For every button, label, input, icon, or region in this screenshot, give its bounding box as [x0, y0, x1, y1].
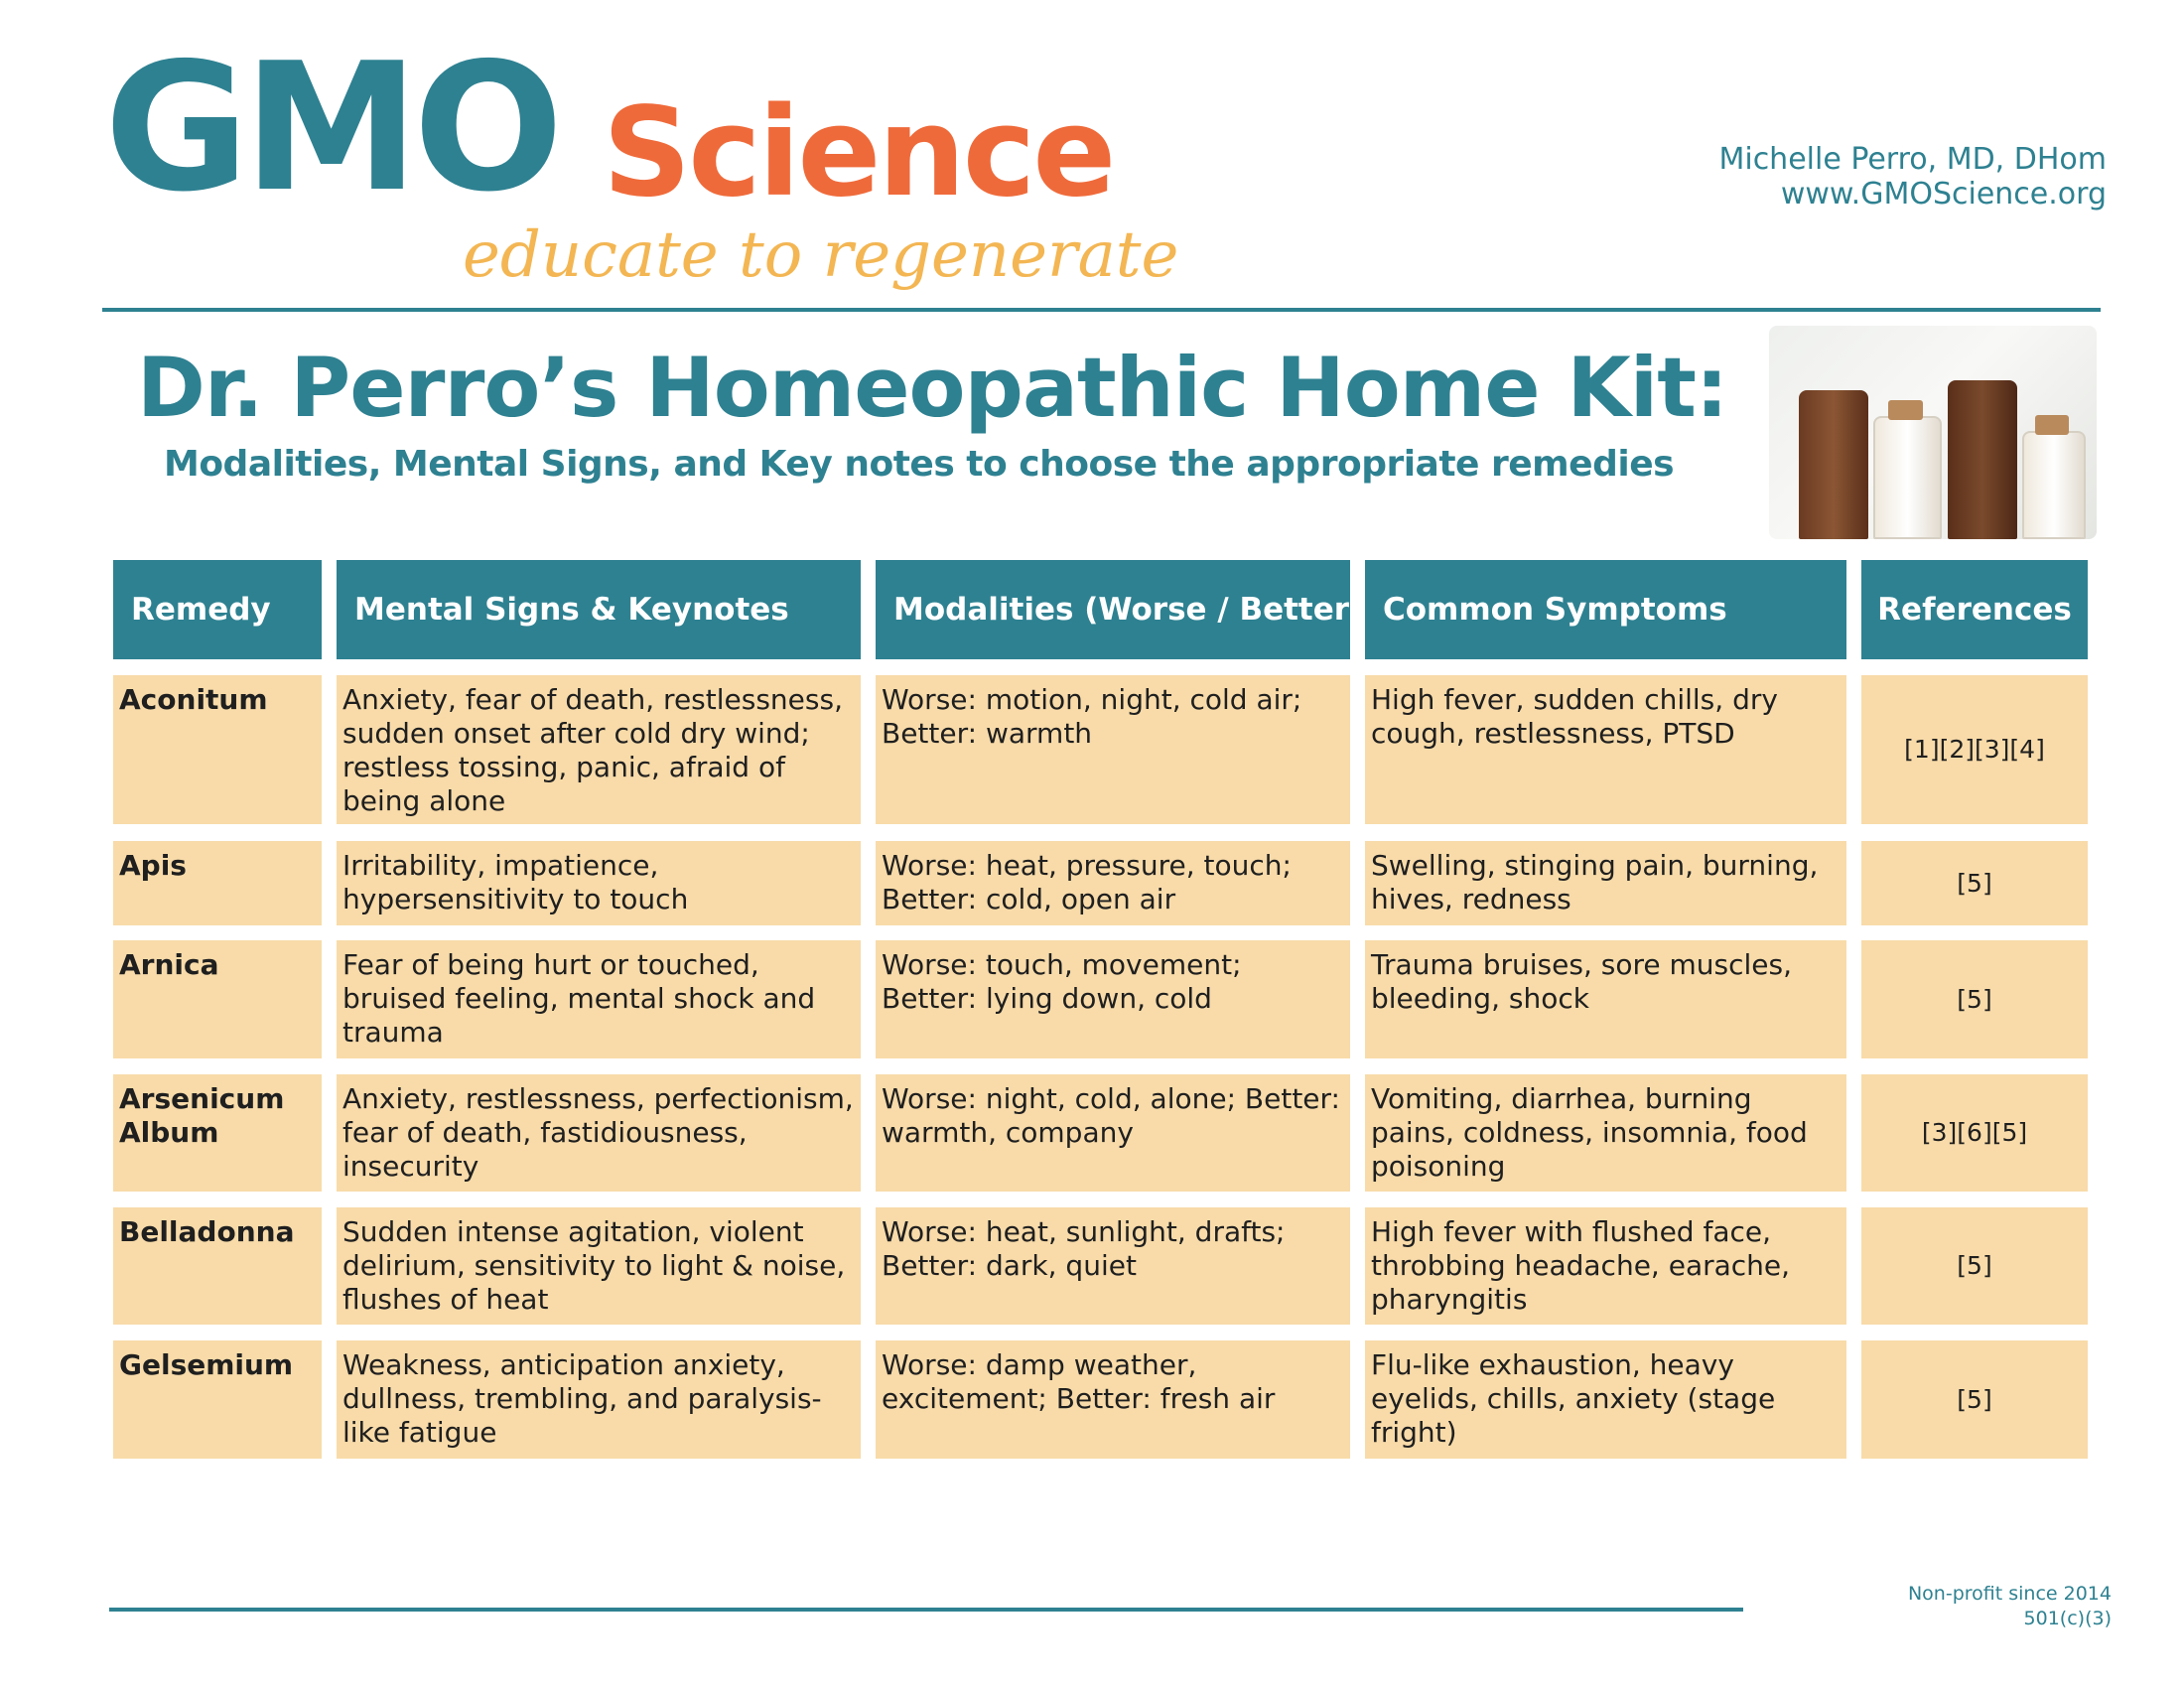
- cell-remedy: Apis: [113, 841, 322, 925]
- header-mental-signs: Mental Signs & Keynotes: [337, 560, 861, 659]
- bottle-image: [1948, 380, 2017, 539]
- remedy-bottles-photo: [1769, 326, 2097, 539]
- tagline: educate to regenerate: [463, 218, 1179, 292]
- cell-remedy: Arsenicum Album: [113, 1074, 322, 1192]
- cell-modalities: Worse: heat, pressure, touch; Better: cold, open air: [876, 841, 1350, 925]
- header-modalities: Modalities (Worse / Better): [876, 560, 1350, 659]
- header-symptoms: Common Symptoms: [1365, 560, 1846, 659]
- cell-references: [5]: [1861, 841, 2088, 925]
- cell-modalities: Worse: damp weather, excitement; Better: fresh air: [876, 1340, 1350, 1459]
- cork-image: [1888, 400, 1923, 420]
- header-divider: [102, 308, 2101, 312]
- cell-modalities: Worse: night, cold, alone; Better: warmth, company: [876, 1074, 1350, 1192]
- cell-symptoms: Vomiting, diarrhea, burning pains, coldness, insomnia, food poisoning: [1365, 1074, 1846, 1192]
- page-subtitle: Modalities, Mental Signs, and Key notes to choose the appropriate remedies: [164, 444, 1675, 485]
- cell-mental-signs: Weakness, anticipation anxiety, dullness, trembling, and paralysis-like fatigue: [337, 1340, 861, 1459]
- bottle-image: [1799, 390, 1868, 539]
- cell-symptoms: High fever with flushed face, throbbing headache, earache, pharyngitis: [1365, 1207, 1846, 1325]
- cell-symptoms: Swelling, stinging pain, burning, hives, redness: [1365, 841, 1846, 925]
- bottle-image: [2022, 431, 2086, 539]
- cell-remedy: Gelsemium: [113, 1340, 322, 1459]
- logo-science-text: Science: [603, 81, 1114, 224]
- cell-references: [1][2][3][4]: [1861, 675, 2088, 824]
- page-title: Dr. Perro’s Homeopathic Home Kit:: [137, 340, 1728, 436]
- cell-remedy: Arnica: [113, 940, 322, 1058]
- logo-gmo-text: GMO: [104, 25, 558, 230]
- cell-remedy: Aconitum: [113, 675, 322, 824]
- nonprofit-note: Non-profit since 2014: [1907, 1583, 2112, 1605]
- cell-mental-signs: Anxiety, fear of death, restlessness, sudden onset after cold dry wind; restless tossing, panic, afraid of being alone: [337, 675, 861, 824]
- cell-modalities: Worse: touch, movement; Better: lying down, cold: [876, 940, 1350, 1058]
- cell-mental-signs: Anxiety, restlessness, perfectionism, fear of death, fastidiousness, insecurity: [337, 1074, 861, 1192]
- cork-image: [2035, 415, 2069, 435]
- header-references: References: [1861, 560, 2088, 659]
- website-link[interactable]: www.GMOScience.org: [1780, 177, 2107, 211]
- cell-remedy: Belladonna: [113, 1207, 322, 1325]
- author-name: Michelle Perro, MD, DHom: [1718, 142, 2107, 177]
- cell-symptoms: High fever, sudden chills, dry cough, restlessness, PTSD: [1365, 675, 1846, 824]
- cell-modalities: Worse: motion, night, cold air; Better: warmth: [876, 675, 1350, 824]
- cell-mental-signs: Irritability, impatience, hypersensitivity to touch: [337, 841, 861, 925]
- cell-mental-signs: Sudden intense agitation, violent delirium, sensitivity to light & noise, flushes of heat: [337, 1207, 861, 1325]
- footer-divider: [109, 1608, 1743, 1612]
- cell-references: [5]: [1861, 1207, 2088, 1325]
- cell-references: [5]: [1861, 940, 2088, 1058]
- cell-references: [3][6][5]: [1861, 1074, 2088, 1192]
- cell-symptoms: Trauma bruises, sore muscles, bleeding, shock: [1365, 940, 1846, 1058]
- header-remedy: Remedy: [113, 560, 322, 659]
- cell-mental-signs: Fear of being hurt or touched, bruised feeling, mental shock and trauma: [337, 940, 861, 1058]
- cell-modalities: Worse: heat, sunlight, drafts; Better: dark, quiet: [876, 1207, 1350, 1325]
- cell-references: [5]: [1861, 1340, 2088, 1459]
- cell-symptoms: Flu-like exhaustion, heavy eyelids, chills, anxiety (stage fright): [1365, 1340, 1846, 1459]
- tax-status-note: 501(c)(3): [2023, 1608, 2112, 1629]
- bottle-image: [1873, 416, 1942, 539]
